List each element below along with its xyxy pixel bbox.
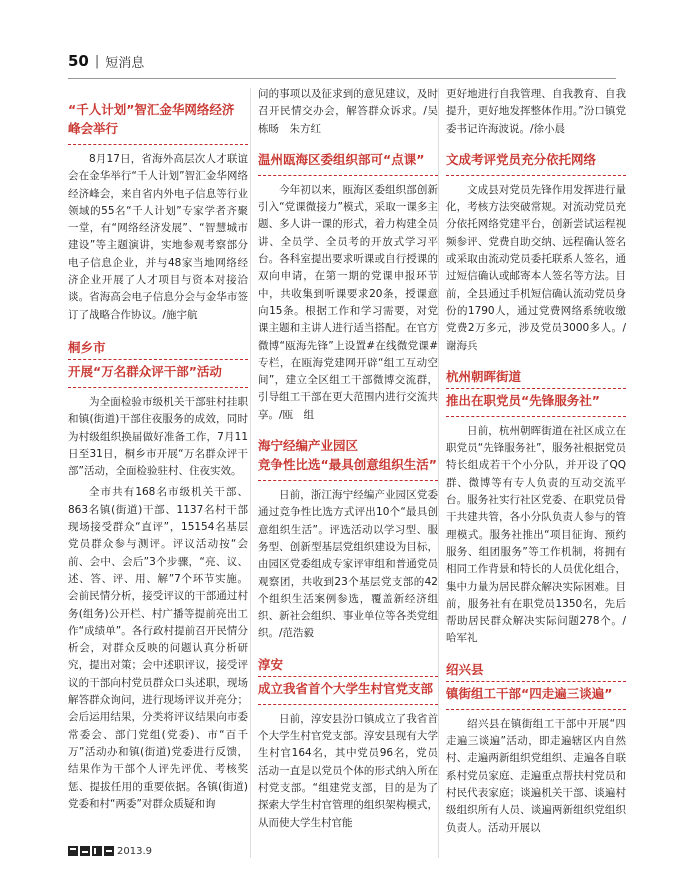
page-number: 50 (68, 52, 89, 70)
article-body: 为全面检验市级机关干部驻村挂职和镇(街道)干部住夜服务的成效，同时为村级组织换届做好准备工作，7月11日至31日，桐乡市开展“万名群众评干部”活动，全面检验驻村、住夜实效。 (68, 395, 248, 478)
article-subtitle: 开展“万名群众评干部”活动 (68, 363, 222, 379)
article-body-continued: 问的事项以及征求到的意见建议，及时召开民情交办会，解答群众诉求。/吴栋旸 朱方红 (258, 88, 438, 135)
title-divider (446, 709, 626, 710)
article-ouhai (258, 150, 438, 424)
article-body: 8月17日，省海外高层次人才联谊会在金华举行“千人计划”智汇金华网络经济峰会，来自省内外电子信息等行业领域的55名“千人计划”专家学者齐聚一堂，有“网络经济发展”、“智慧城市建设”等主题演讲，实地参观考察部分电子信息企业，并与48家当地网络经济企业开展了人才项目与资本对接洽谈。省海高会电子信息分会与金华市签订了战略合作协议。/施宇航 (68, 153, 248, 321)
title-divider (446, 416, 626, 417)
title-divider (258, 676, 438, 677)
title-divider (258, 480, 438, 481)
article-title: 峰会举行 (68, 121, 119, 136)
column-2 (258, 86, 438, 832)
page-footer (68, 845, 152, 857)
article-qianren (68, 100, 248, 324)
article-body: 日前，淳安县汾口镇成立了我省首个大学生村官党支部。淳安县现有大学生村官164名，其中党员96名，党员活动一直是以党员个体的形式纳入所在村党支部。“组建党支部，目的是为了探索大学生村官管理的组织架构模式，从而使大学生村官能 (258, 712, 438, 829)
article-title: 绍兴县 (446, 661, 484, 677)
article-zhaohui (446, 367, 626, 648)
article-title: 淳安 (258, 656, 284, 672)
title-divider (446, 388, 626, 389)
article-tongxiang (68, 338, 248, 813)
article-subtitle: 推出在职党员“先锋服务社” (446, 392, 600, 408)
page-header (68, 50, 144, 72)
article-title: 温州瓯海区委组织部可“点课” (258, 151, 425, 167)
article-body: 文成县对党员先锋作用发挥进行量化，考核方法突破常规。对流动党员充分依托网络党建平台，创新尝试运程视频参评、党费自助交纳、远程确认签名或采取由流动党员委托联系人签名，通过短信确认或邮寄本人签名等方法。目前，全县通过手机短信确认流动党员身份的1790人，通过党费网络系统收缴党费2万多元，涉及党员3000多人。/谢海兵 (446, 183, 626, 352)
article-title: 杭州朝晖街道 (446, 368, 522, 384)
article-body: 日前，浙江海宁经编产业园区党委通过竞争性比选方式评出10个“最具创意组织生活”。评选活动以学习型、服务型、创新型基层党组织建设为目标，由园区党委组成专家评审组和普通党员观察团，共收到23个基层党支部的42个组织生活案例参选，覆盖新经济组织、新社会组织、事业单位等各类党组织。/范浩毅 (258, 489, 438, 640)
issue-date: 2013.9 (117, 845, 152, 857)
title-divider (446, 681, 626, 682)
column-divider (438, 88, 439, 858)
article-body: 绍兴县在镇街组工干部中开展“四走遍三谈遍”活动，即走遍辖区内自然村、走遍两新组织党组织、走遍各自联系村党员家庭、走遍重点帮扶村党员和村民代表家庭；谈遍机关干部、谈遍村级组织所有人员、谈遍两新组织党组织负责人。活动开展以 (446, 717, 626, 834)
article-body: 日前，杭州朝晖街道在社区成立在职党员“先锋服务社”，服务社根据党员特长组成若干个小分队，并开设了QQ群、微博等有专人负责的互动交流平台。服务社实行社区党委、在职党员骨干共建共管，各小分队负责人参与的管理模式。服务社推出“项目征询、预约服务、组团服务”等工作机制，将拥有相同工作背景和特长的人员优化组合，集中力量为居民群众解决实际困难。目前，服务社有在职党员1350名，先后帮助居民群众解决实际问题278个。/哈军礼 (446, 424, 626, 645)
article-shaoxing (446, 660, 626, 837)
article-subtitle: 竞争性比选“最具创意组织生活” (258, 457, 437, 473)
article-wencheng (446, 150, 626, 355)
article-subtitle: 成立我省首个大学生村官党支部 (258, 680, 434, 696)
header-separator: | (94, 53, 100, 69)
article-body: 全市共有168名市级机关干部、863名镇(街道)干部、1137名村干部现场接受群众“直评”，15154名基层党员群众参与测评。评议活动按“会前、会中、会后”3个步骤，“亮、议、述、答、评、用、解”7个环节实施。会前民情分析，接受评议的干部通过村务(组务)公开栏、村广播等提前亮出工作“成绩单”。各行政村提前召开民情分析会，对群众反映的问题认真分析研究，提出对策；会中述职评议，接受评议的干部向村党员群众口头述职，现场解答群众询问，进行现场评议并亮分；会后运用结果，分类将评议结果向市委常委会、部门党组(党委)、市“百千万”活动办和镇(街道)党委进行反馈，结果作为干部个人评先评优、考核奖惩、提拔任用的重要依据。各镇(街道)党委和村“两委”对群众质疑和询 (68, 486, 248, 810)
title-divider (258, 175, 438, 176)
column-divider (250, 88, 251, 858)
article-title: 桐乡市 (68, 339, 106, 355)
header-rule (68, 78, 616, 79)
article-body: 今年初以来，瓯海区委组织部创新引入“党课微接力”模式，采取一课多主题、多人讲一课的形式，着力构建全员讲、全员学、全员考的开放式学习平台。各科室提出要求听课或自行授课的双向申请，在第一期的党课申报环节中，共收集到听课要求20条，授课意向15条。根据工作和学习需要，对党课主题和主讲人进行适当搭配。在官方微博“瓯海先锋”上设置#在线微党课#专栏，在瓯海党建网开辟“组工互动空间”，建立全区组工干部微博交流群，引导组工干部在更大范围内进行交流共享。/瓯 组 (258, 183, 438, 421)
article-title: “千人计划”智汇金华网络经济 (68, 102, 235, 117)
column-3 (446, 86, 626, 837)
column-1 (68, 86, 248, 813)
article-title: 海宁经编产业园区 (258, 438, 359, 454)
article-body-continued: 更好地进行自我管理、自我教育、自我提升，更好地发挥整体作用。”汾口镇党委书记许海波说。/徐小晨 (446, 88, 626, 135)
title-divider (68, 387, 248, 388)
title-divider (258, 704, 438, 705)
article-subtitle: 镇街组工干部“四走遍三谈遍” (446, 685, 613, 701)
article-title: 文成考评党员充分依托网络 (446, 151, 597, 167)
title-divider (68, 144, 248, 145)
article-chunan (258, 655, 438, 832)
title-divider (446, 175, 626, 176)
section-title: 短消息 (105, 55, 145, 71)
title-divider (68, 359, 248, 360)
article-haining (258, 436, 438, 643)
magazine-logo-icon (68, 845, 114, 857)
